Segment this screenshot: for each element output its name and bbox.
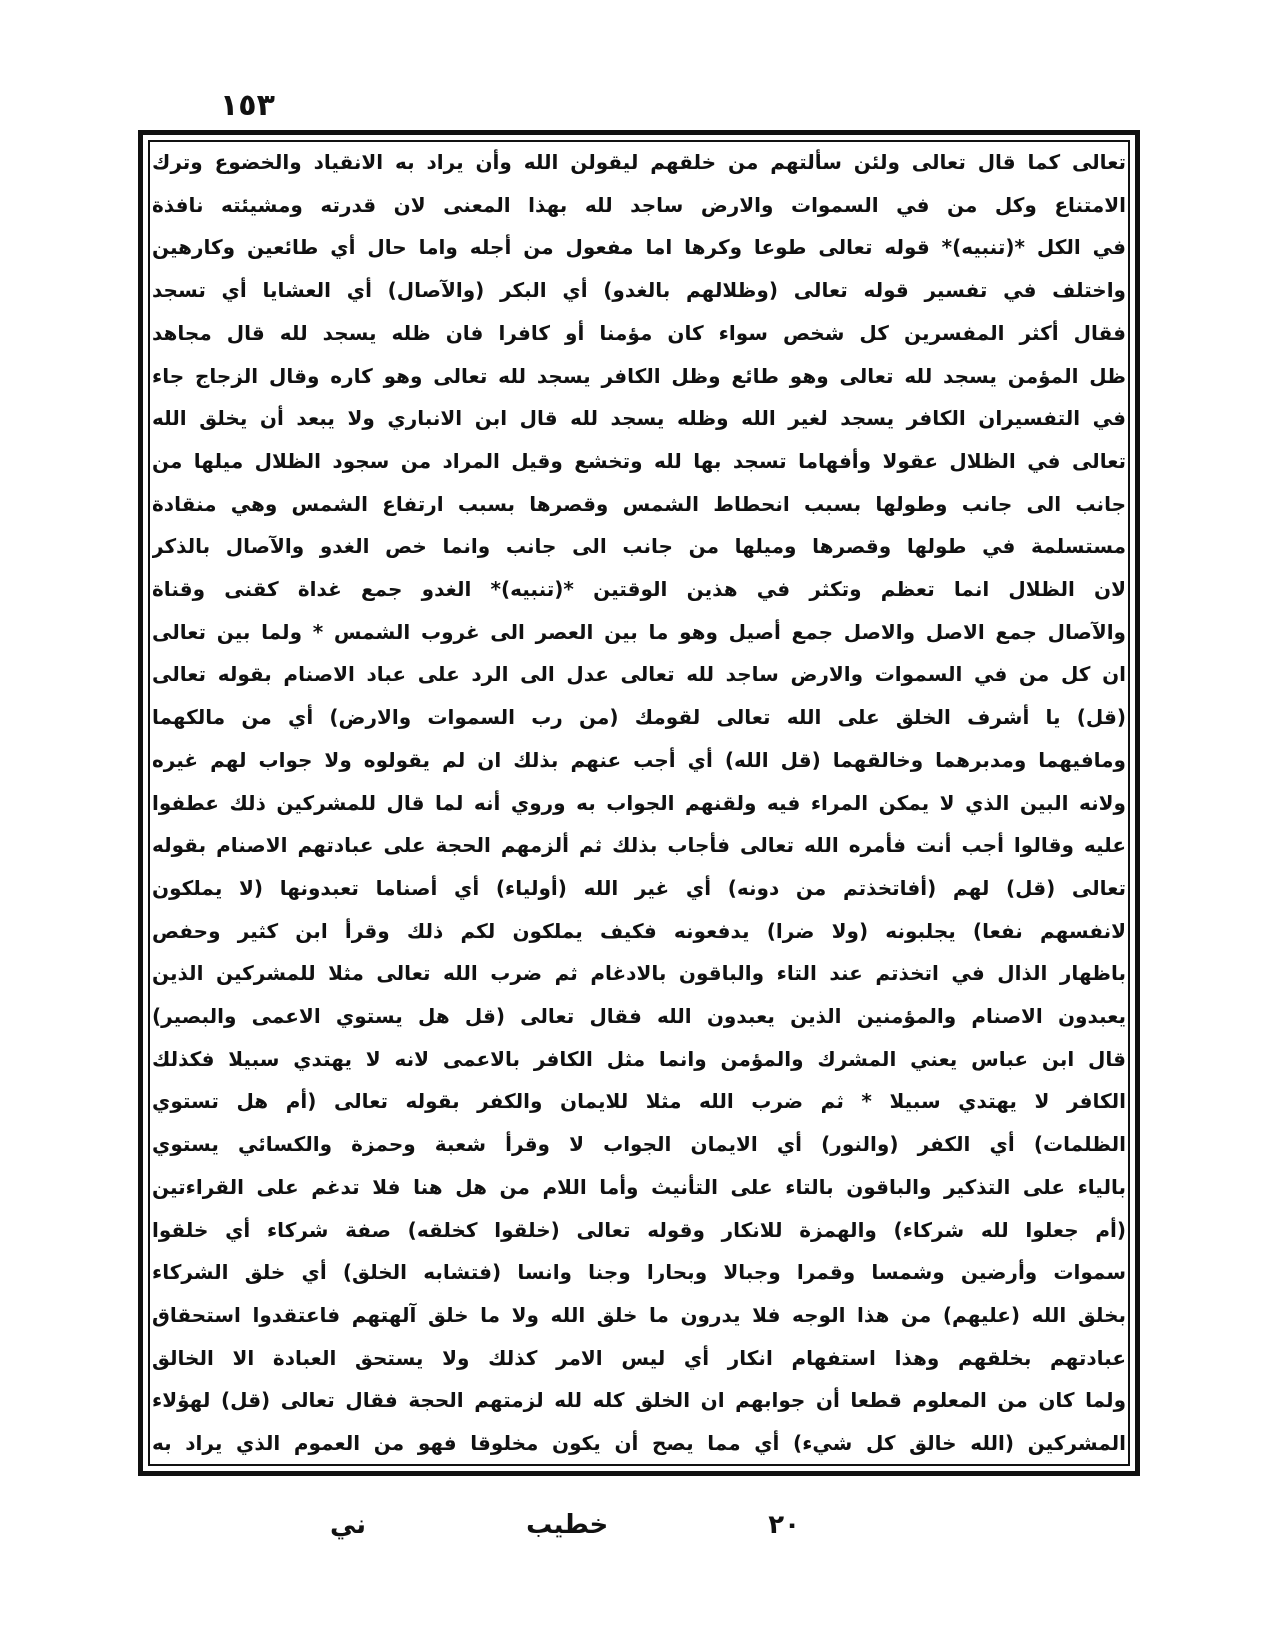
footer-signature-left: ني <box>330 1510 367 1540</box>
text-line: الامتناع وكل من في السموات والارض ساجد لله بهذا المعنى لان قدرته ومشيئته نافذة <box>152 192 1126 217</box>
text-line: ولما كان من المعلوم قطعا أن جوابهم ان الخلق كله لله لزمتهم الحجة فقال تعالى (قل) لهؤلاء <box>152 1388 1126 1413</box>
text-line: عليه وقالوا أجب أنت فأمره الله تعالى فأجاب بذلك ثم ألزمهم الحجة على عبادتهم الاصنام بقوله <box>152 833 1126 858</box>
text-line: ان كل من في السموات والارض ساجد لله تعالى عدل الى الرد على عباد الاصنام بقوله تعالى <box>152 662 1126 687</box>
text-line: مستسلمة في طولها وقصرها وميلها من جانب الى جانب وانما خص الغدو والآصال بالذكر <box>152 534 1126 559</box>
text-line: قال ابن عباس يعني المشرك والمؤمن وانما مثل الكافر بالاعمى لانه لا يهتدي سبيلا فكذلك <box>152 1046 1126 1071</box>
text-line: بخلق الله (عليهم) من هذا الوجه فلا يدرون ما خلق الله ولا ما خلق آلهتهم فاعتقدوا استحقاق <box>152 1302 1126 1327</box>
text-line: في التفسيران الكافر يسجد لغير الله وظله يسجد لله قال ابن الانباري ولا يبعد أن يخلق الله <box>152 406 1126 431</box>
text-line: يعبدون الاصنام والمؤمنين الذين يعبدون الله فقال تعالى (قل هل يستوي الاعمى والبصير) <box>152 1004 1126 1029</box>
text-line: بالياء على التذكير والباقون بالتاء على التأنيث وأما اللام من هل هنا فلا تدغم على القراءتين <box>152 1174 1126 1199</box>
text-line: جانب الى جانب وطولها بسبب انحطاط الشمس وقصرها بسبب ارتفاع الشمس وهي منقادة <box>152 491 1126 516</box>
text-line: الكافر لا يهتدي سبيلا * ثم ضرب الله مثلا للايمان والكفر بقوله تعالى (أم هل تستوي <box>152 1089 1126 1114</box>
text-line: تعالى كما قال تعالى ولئن سألتهم من خلقهم ليقولن الله وأن يراد به الانقياد والخضوع وترك <box>152 150 1126 174</box>
text-line: ومافيهما ومدبرهما وخالقهما (قل الله) أي أجب عنهم بذلك ان لم يقولوه ولا جواب لهم غيره <box>152 747 1126 772</box>
body-text <box>152 142 1126 1464</box>
text-line: واختلف في تفسير قوله تعالى (وظلالهم بالغدو) أي البكر (والآصال) أي العشايا أي تسجد <box>152 278 1126 303</box>
text-line: (أم جعلوا لله شركاء) والهمزة للانكار وقوله تعالى (خلقوا كخلقه) صفة شركاء أي خلقوا <box>152 1217 1126 1242</box>
text-line: فقال أكثر المفسرين كل شخص سواء كان مؤمنا أو كافرا فان ظله يسجد لله قال مجاهد <box>152 320 1126 345</box>
text-line: ظل المؤمن يسجد لله تعالى وهو طائع وظل الكافر يسجد لله تعالى وهو كاره وقال الزجاج جاء <box>152 363 1126 388</box>
footer-signature-right: ٢٠ <box>768 1510 800 1540</box>
text-line: ولانه البين الذي لا يمكن المراء فيه ولقنهم الجواب به وروي أنه لما قال للمشركين ذلك عطفوا <box>152 790 1126 815</box>
text-line: سموات وأرضين وشمسا وقمرا وجبالا وبحارا وجنا وانسا (فتشابه الخلق) أي خلق الشركاء <box>152 1260 1126 1285</box>
text-line: في الكل *(تنبيه)* قوله تعالى طوعا وكرها اما مفعول من أجله واما حال أي طائعين وكارهين <box>152 235 1126 260</box>
text-line: لانفسهم نفعا) يجلبونه (ولا ضرا) يدفعونه فكيف يملكون لكم ذلك وقرأ ابن كثير وحفص <box>152 918 1126 943</box>
text-line: باظهار الذال في اتخذتم عند التاء والباقون بالادغام ثم ضرب الله تعالى مثلا للمشركين الذين <box>152 961 1126 986</box>
page-footer <box>330 1500 800 1550</box>
text-line: المشركين (الله خالق كل شيء) أي مما يصح أن يكون مخلوقا فهو من العموم الذي يراد به <box>152 1431 1126 1456</box>
text-line: والآصال جمع الاصل والاصل جمع أصيل وهو ما بين العصر الى غروب الشمس * ولما بين تعالى <box>152 619 1126 644</box>
text-line: تعالى (قل) لهم (أفاتخذتم من دونه) أي غير الله (أولياء) أي أصناما تعبدونها (لا يملكون <box>152 875 1126 900</box>
text-line: عبادتهم بخلقهم وهذا استفهام انكار أي ليس الامر كذلك ولا يستحق العبادة الا الخالق <box>152 1345 1126 1370</box>
text-line: لان الظلال انما تعظم وتكثر في هذين الوقتين *(تنبيه)* الغدو جمع غداة كقنى وقناة <box>152 577 1126 602</box>
page-number: ١٥٣ <box>220 88 275 123</box>
text-line: (قل) يا أشرف الخلق على الله تعالى لقومك (من رب السموات والارض) أي من مالكهما <box>152 705 1126 730</box>
footer-catchword: خطيب <box>526 1510 609 1540</box>
text-line: تعالى في الظلال عقولا وأفهاما تسجد بها لله وتخشع وقيل المراد من سجود الظلال ميلها من <box>152 448 1126 473</box>
text-line: الظلمات) أي الكفر (والنور) أي الايمان الجواب لا وقرأ شعبة وحمزة والكسائي يستوي <box>152 1132 1126 1157</box>
